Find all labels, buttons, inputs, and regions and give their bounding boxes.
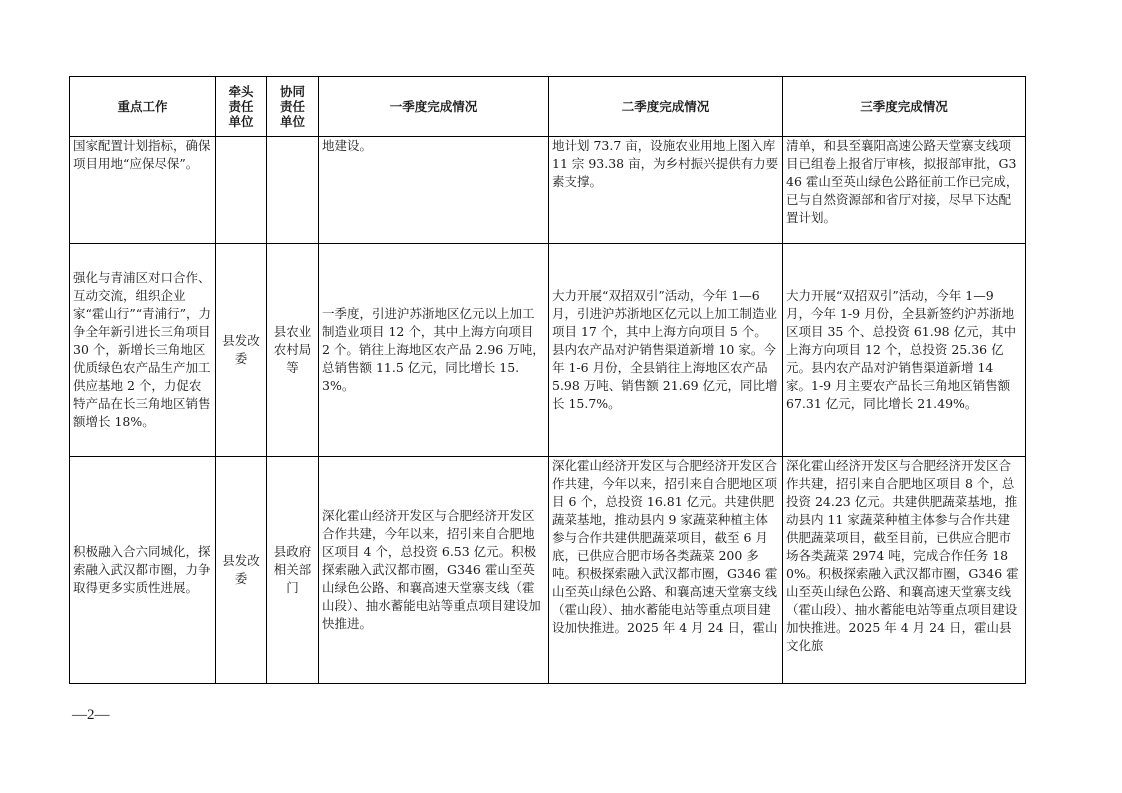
header-coop-unit: 协同 责任 单位: [267, 77, 319, 137]
cell-coop-unit: 县农业农村局等: [267, 244, 319, 457]
header-q2: 二季度完成情况: [549, 77, 783, 137]
work-progress-table: [69, 76, 1026, 684]
cell-lead-unit: 县发改委: [216, 244, 267, 457]
table-row: [70, 244, 1026, 457]
cell-lead-unit: [216, 137, 267, 244]
cell-q2: 地计划 73.7 亩，设施农业用地上图入库 11 宗 93.38 亩，为乡村振兴提供有力要素支撑。: [549, 137, 783, 244]
cell-coop-unit: [267, 137, 319, 244]
cell-key-work: 国家配置计划指标，确保项目用地“应保尽保”。: [70, 137, 216, 244]
cell-q1: 地建设。: [319, 137, 549, 244]
table-header-row: [70, 77, 1026, 137]
cell-q2: 大力开展“双招双引”活动，今年 1—6 月，引进沪苏浙地区亿元以上加工制造业项目 17 个，其中上海方向项目 5 个。县内农产品对沪销售渠道新增 10 家。今年 1-6 月份，全县销往上海地区农产品 5.98 万吨、销售额 21.69 亿元，同比增长 15.7%。: [549, 244, 783, 457]
header-q3: 三季度完成情况: [783, 77, 1026, 137]
cell-q1: 一季度，引进沪苏浙地区亿元以上加工制造业项目 12 个，其中上海方向项目 2 个。销往上海地区农产品 2.96 万吨，总销售额 11.5 亿元，同比增长 15.3%。: [319, 244, 549, 457]
cell-q2: 深化霍山经济开发区与合肥经济开发区合作共建，今年以来，招引来自合肥地区项目 6 个，总投资 16.81 亿元。共建供肥蔬菜基地，推动县内 9 家蔬菜种植主体参与合作共建供肥蔬菜项目，截至 6 月底，已供应合肥市场各类蔬菜 200 多吨。积极探索融入武汉都市圈，G346 霍山至英山绿色公路、和襄高速天堂寨支线（霍山段）、抽水蓄能电站等重点项目建设加快推进。2025 年 4 月 24 日，霍山: [549, 457, 783, 684]
page-number: —2—: [72, 707, 110, 723]
cell-lead-unit: 县发改委: [216, 457, 267, 684]
header-lead-unit: 牵头 责任 单位: [216, 77, 267, 137]
header-q1: 一季度完成情况: [319, 77, 549, 137]
cell-q3: 清单，和县至襄阳高速公路天堂寨支线项目已组卷上报省厅审核，拟报部审批，G346 霍山至英山绿色公路征前工作已完成，已与自然资源部和省厅对接，尽早下达配置计划。: [783, 137, 1026, 244]
cell-q1: 深化霍山经济开发区与合肥经济开发区合作共建，今年以来，招引来自合肥地区项目 4 个，总投资 6.53 亿元。积极探索融入武汉都市圈，G346 霍山至英山绿色公路、和襄高速天堂寨支线（霍山段）、抽水蓄能电站等重点项目建设加快推进。: [319, 457, 549, 684]
cell-key-work: 积极融入合六同城化，探索融入武汉都市圈，力争取得更多实质性进展。: [70, 457, 216, 684]
table-row: [70, 137, 1026, 244]
cell-q3: 大力开展“双招双引”活动，今年 1—9 月，今年 1-9 月份，全县新签约沪苏浙地区项目 35 个、总投资 61.98 亿元，其中上海方向项目 12 个，总投资 25.36 亿元。县内农产品对沪销售渠道新增 14 家。1-9 月主要农产品长三角地区销售额 67.31 亿元，同比增长 21.49%。: [783, 244, 1026, 457]
cell-coop-unit: 县政府相关部门: [267, 457, 319, 684]
cell-key-work: 强化与青浦区对口合作、互动交流，组织企业家“霍山行”“青浦行”，力争全年新引进长三角项目 30 个，新增长三角地区优质绿色农产品生产加工供应基地 2 个，力促农特产品在长三角地区销售额增长 18%。: [70, 244, 216, 457]
cell-q3: 深化霍山经济开发区与合肥经济开发区合作共建，招引来自合肥地区项目 8 个，总投资 24.23 亿元。共建供肥蔬菜基地，推动县内 11 家蔬菜种植主体参与合作共建供肥蔬菜项目，截至目前，已供应合肥市场各类蔬菜 2974 吨，完成合作任务 180%。积极探索融入武汉都市圈，G346 霍山至英山绿色公路、和襄高速天堂寨支线（霍山段）、抽水蓄能电站等重点项目建设加快推进。2025 年 4 月 24 日，霍山县文化旅: [783, 457, 1026, 684]
table-row: [70, 457, 1026, 684]
header-key-work: 重点工作: [70, 77, 216, 137]
